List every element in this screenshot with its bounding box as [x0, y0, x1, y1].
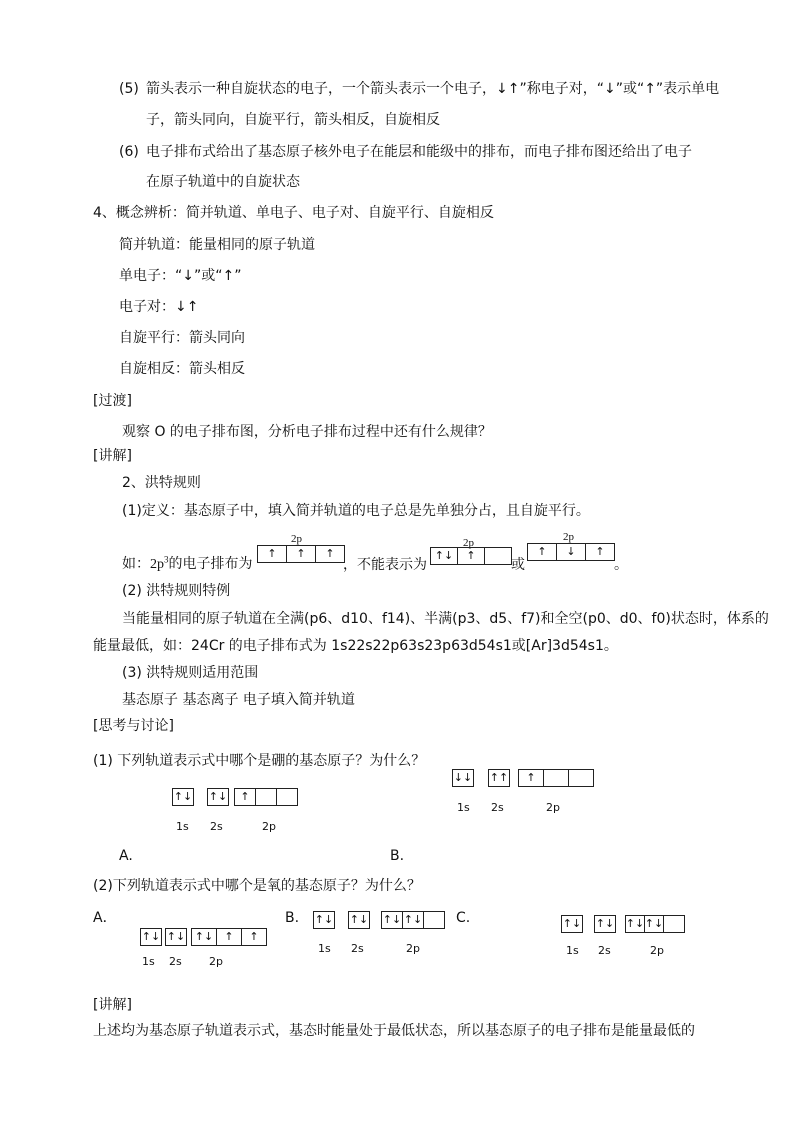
q1a-2s-box: ↑↓: [207, 788, 229, 806]
hund-scope-title: (3) 洪特规则适用范围: [122, 665, 259, 681]
q2a-1s-box: ↑↓: [140, 928, 162, 946]
concept-title: 4、概念辨析：简并轨道、单电子、电子对、自旋平行、自旋相反: [93, 205, 494, 221]
example-or: 或: [511, 557, 525, 573]
q1b-1s-box: ↓↓: [452, 769, 474, 787]
q2b-label-2s: 2s: [351, 942, 364, 955]
q2a-label-2s: 2s: [169, 955, 182, 968]
q2-option-b: B.: [285, 910, 300, 926]
q2a-2s-box: ↑↓: [165, 928, 187, 946]
q2b-2p-box: ↑↓ ↑↓: [381, 911, 445, 929]
example-2p-label-1: 2p: [291, 533, 302, 545]
orbital-box-wrong-2: ↑ ↓ ↑: [527, 543, 615, 561]
q2c-2s-box: ↑↓: [594, 915, 616, 933]
example-2p-label-2: 2p: [463, 537, 474, 549]
orbital-box-correct: ↑ ↑ ↑: [257, 545, 345, 563]
q1a-label-1s: 1s: [176, 820, 189, 833]
example-prefix: 如：$2p^3$的电子排布为: [122, 554, 253, 572]
q2c-label-1s: 1s: [566, 944, 579, 957]
q1a-label-2s: 2s: [210, 820, 223, 833]
q1b-label-2p: 2p: [546, 801, 560, 814]
example-2p-label-3: 2p: [563, 531, 574, 543]
q1a-1s-box: ↑↓: [172, 788, 194, 806]
q1b-label-2s: 2s: [491, 801, 504, 814]
lecture-tag: [讲解]: [93, 448, 132, 464]
q2a-label-1s: 1s: [142, 955, 155, 968]
item5-number: (5): [119, 81, 139, 97]
q2a-2p-box: ↑↓ ↑ ↑: [191, 928, 267, 946]
q1b-2s-box: ↑↑: [488, 769, 510, 787]
q1b-2p-box: ↑: [518, 769, 594, 787]
item6-line2: 在原子轨道中的自旋状态: [146, 174, 300, 190]
hund-scope-items: 基态原子 基态离子 电子填入简并轨道: [122, 692, 355, 708]
q2a-label-2p: 2p: [209, 955, 223, 968]
q2b-label-1s: 1s: [318, 942, 331, 955]
q1b-label-1s: 1s: [457, 801, 470, 814]
q2b-2s-box: ↑↓: [348, 911, 370, 929]
q2b-label-2p: 2p: [406, 942, 420, 955]
q2-option-c: C.: [456, 910, 471, 926]
q2-option-a: A．: [93, 910, 117, 926]
q2c-2p-box: ↑↓ ↑↓: [625, 915, 685, 933]
special-line1: 当能量相同的原子轨道在全满(p6、d10、f14)、半满(p3、d5、f7)和全空(p0、d0、f0)状态时，体系的: [122, 611, 769, 627]
question-1: (1) 下列轨道表示式中哪个是硼的基态原子？为什么？: [93, 753, 426, 769]
special-line2: 能量最低，如：24Cr 的电子排布式为 1s22s22p63s23p63d54s1或[Ar]3d54s1。: [93, 638, 618, 654]
q2c-1s-box: ↑↓: [561, 915, 583, 933]
concept-item: 电子对：↓↑: [119, 299, 199, 315]
example-end: 。: [614, 557, 628, 573]
q1a-2p-box: ↑: [234, 788, 298, 806]
q2b-1s-box: ↑↓: [313, 911, 335, 929]
hund-special-title: (2) 洪特规则特例: [122, 583, 231, 599]
concept-item: 单电子：“↓”或“↑”: [119, 268, 242, 284]
concept-item: 自旋相反：箭头相反: [119, 361, 245, 377]
final-line: 上述均为基态原子轨道表示式，基态时能量处于最低状态，所以基态原子的电子排布是能量最低的: [93, 1023, 695, 1039]
concept-item: 简并轨道：能量相同的原子轨道: [119, 237, 315, 253]
q1a-label-2p: 2p: [262, 820, 276, 833]
q1-option-b: B.: [390, 848, 405, 864]
q2c-label-2s: 2s: [598, 944, 611, 957]
q2c-label-2p: 2p: [650, 944, 664, 957]
lecture-tag-2: [讲解]: [93, 997, 132, 1013]
item6-number: (6): [119, 144, 139, 160]
discuss-tag: [思考与讨论]: [93, 718, 174, 734]
concept-item: 自旋平行：箭头同向: [119, 330, 245, 346]
hund-title: 2、洪特规则: [122, 475, 201, 491]
item5-line1: 箭头表示一种自旋状态的电子，一个箭头表示一个电子，↓↑”称电子对，“↓”或“↑”表示单电: [146, 81, 720, 97]
hund-definition: (1)定义：基态原子中，填入简并轨道的电子总是先单独分占，且自旋平行。: [122, 503, 590, 519]
orbital-box-wrong-1: ↑↓ ↑: [430, 547, 512, 565]
q1-option-a: A.: [119, 848, 133, 864]
example-not: ，不能表示为: [343, 557, 427, 573]
transition-text: 观察 O 的电子排布图，分析电子排布过程中还有什么规律？: [122, 424, 492, 440]
transition-tag: [过渡]: [93, 393, 132, 409]
question-2: (2)下列轨道表示式中哪个是氧的基态原子？为什么？: [93, 878, 421, 894]
item6-line1: 电子排布式给出了基态原子核外电子在能层和能级中的排布，而电子排布图还给出了电子: [146, 144, 692, 160]
item5-line2: 子，箭头同向，自旋平行，箭头相反，自旋相反: [146, 112, 440, 128]
